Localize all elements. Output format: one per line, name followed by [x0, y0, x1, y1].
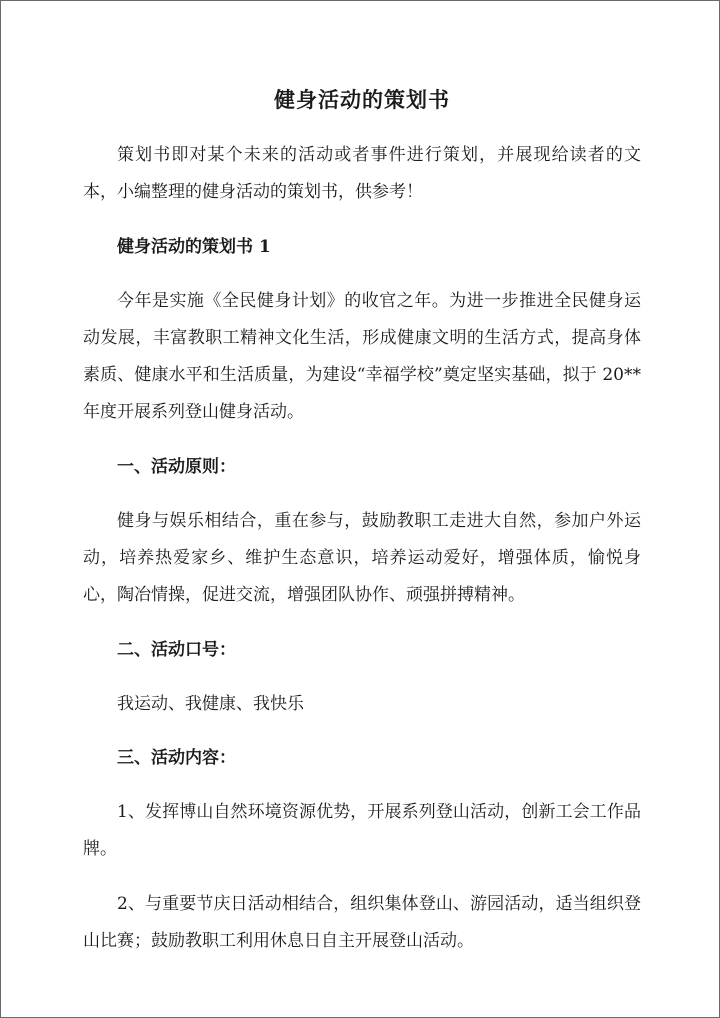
section-title: 健身活动的策划书 1 [117, 237, 271, 257]
principle-paragraph: 健身与娱乐相结合，重在参与，鼓励教职工走进大自然，参加户外运动，培养热爱家乡、维护生态意识，培养运动爱好，增强体质，愉悦身心，陶冶情操，促进交流，增强团队协作、顽强拼搏精神。 [83, 511, 641, 605]
content-heading: 三、活动内容： [117, 748, 236, 768]
slogan-text: 我运动、我健康、我快乐 [117, 694, 304, 714]
document-title: 健身活动的策划书 [274, 87, 450, 112]
slogan-heading: 二、活动口号： [117, 640, 236, 660]
intro-paragraph: 策划书即对某个未来的活动或者事件进行策划，并展现给读者的文本，小编整理的健身活动的策划书，供参考！ [83, 145, 641, 202]
background-paragraph: 今年是实施《全民健身计划》的收官之年。为进一步推进全民健身运动发展，丰富教职工精神文化生活，形成健康文明的生活方式，提高身体素质、健康水平和生活质量，为建设“幸福学校”奠定坚实基础，拟于 20**年度开展系列登山健身活动。 [83, 291, 641, 422]
content-item-1: 1、发挥博山自然环境资源优势，开展系列登山活动，创新工会工作品牌。 [83, 802, 641, 859]
content-item-2: 2、与重要节庆日活动相结合，组织集体登山、游园活动，适当组织登山比赛；鼓励教职工利用休息日自主开展登山活动。 [83, 894, 641, 951]
document-body [83, 85, 641, 978]
principle-heading: 一、活动原则： [117, 457, 236, 477]
